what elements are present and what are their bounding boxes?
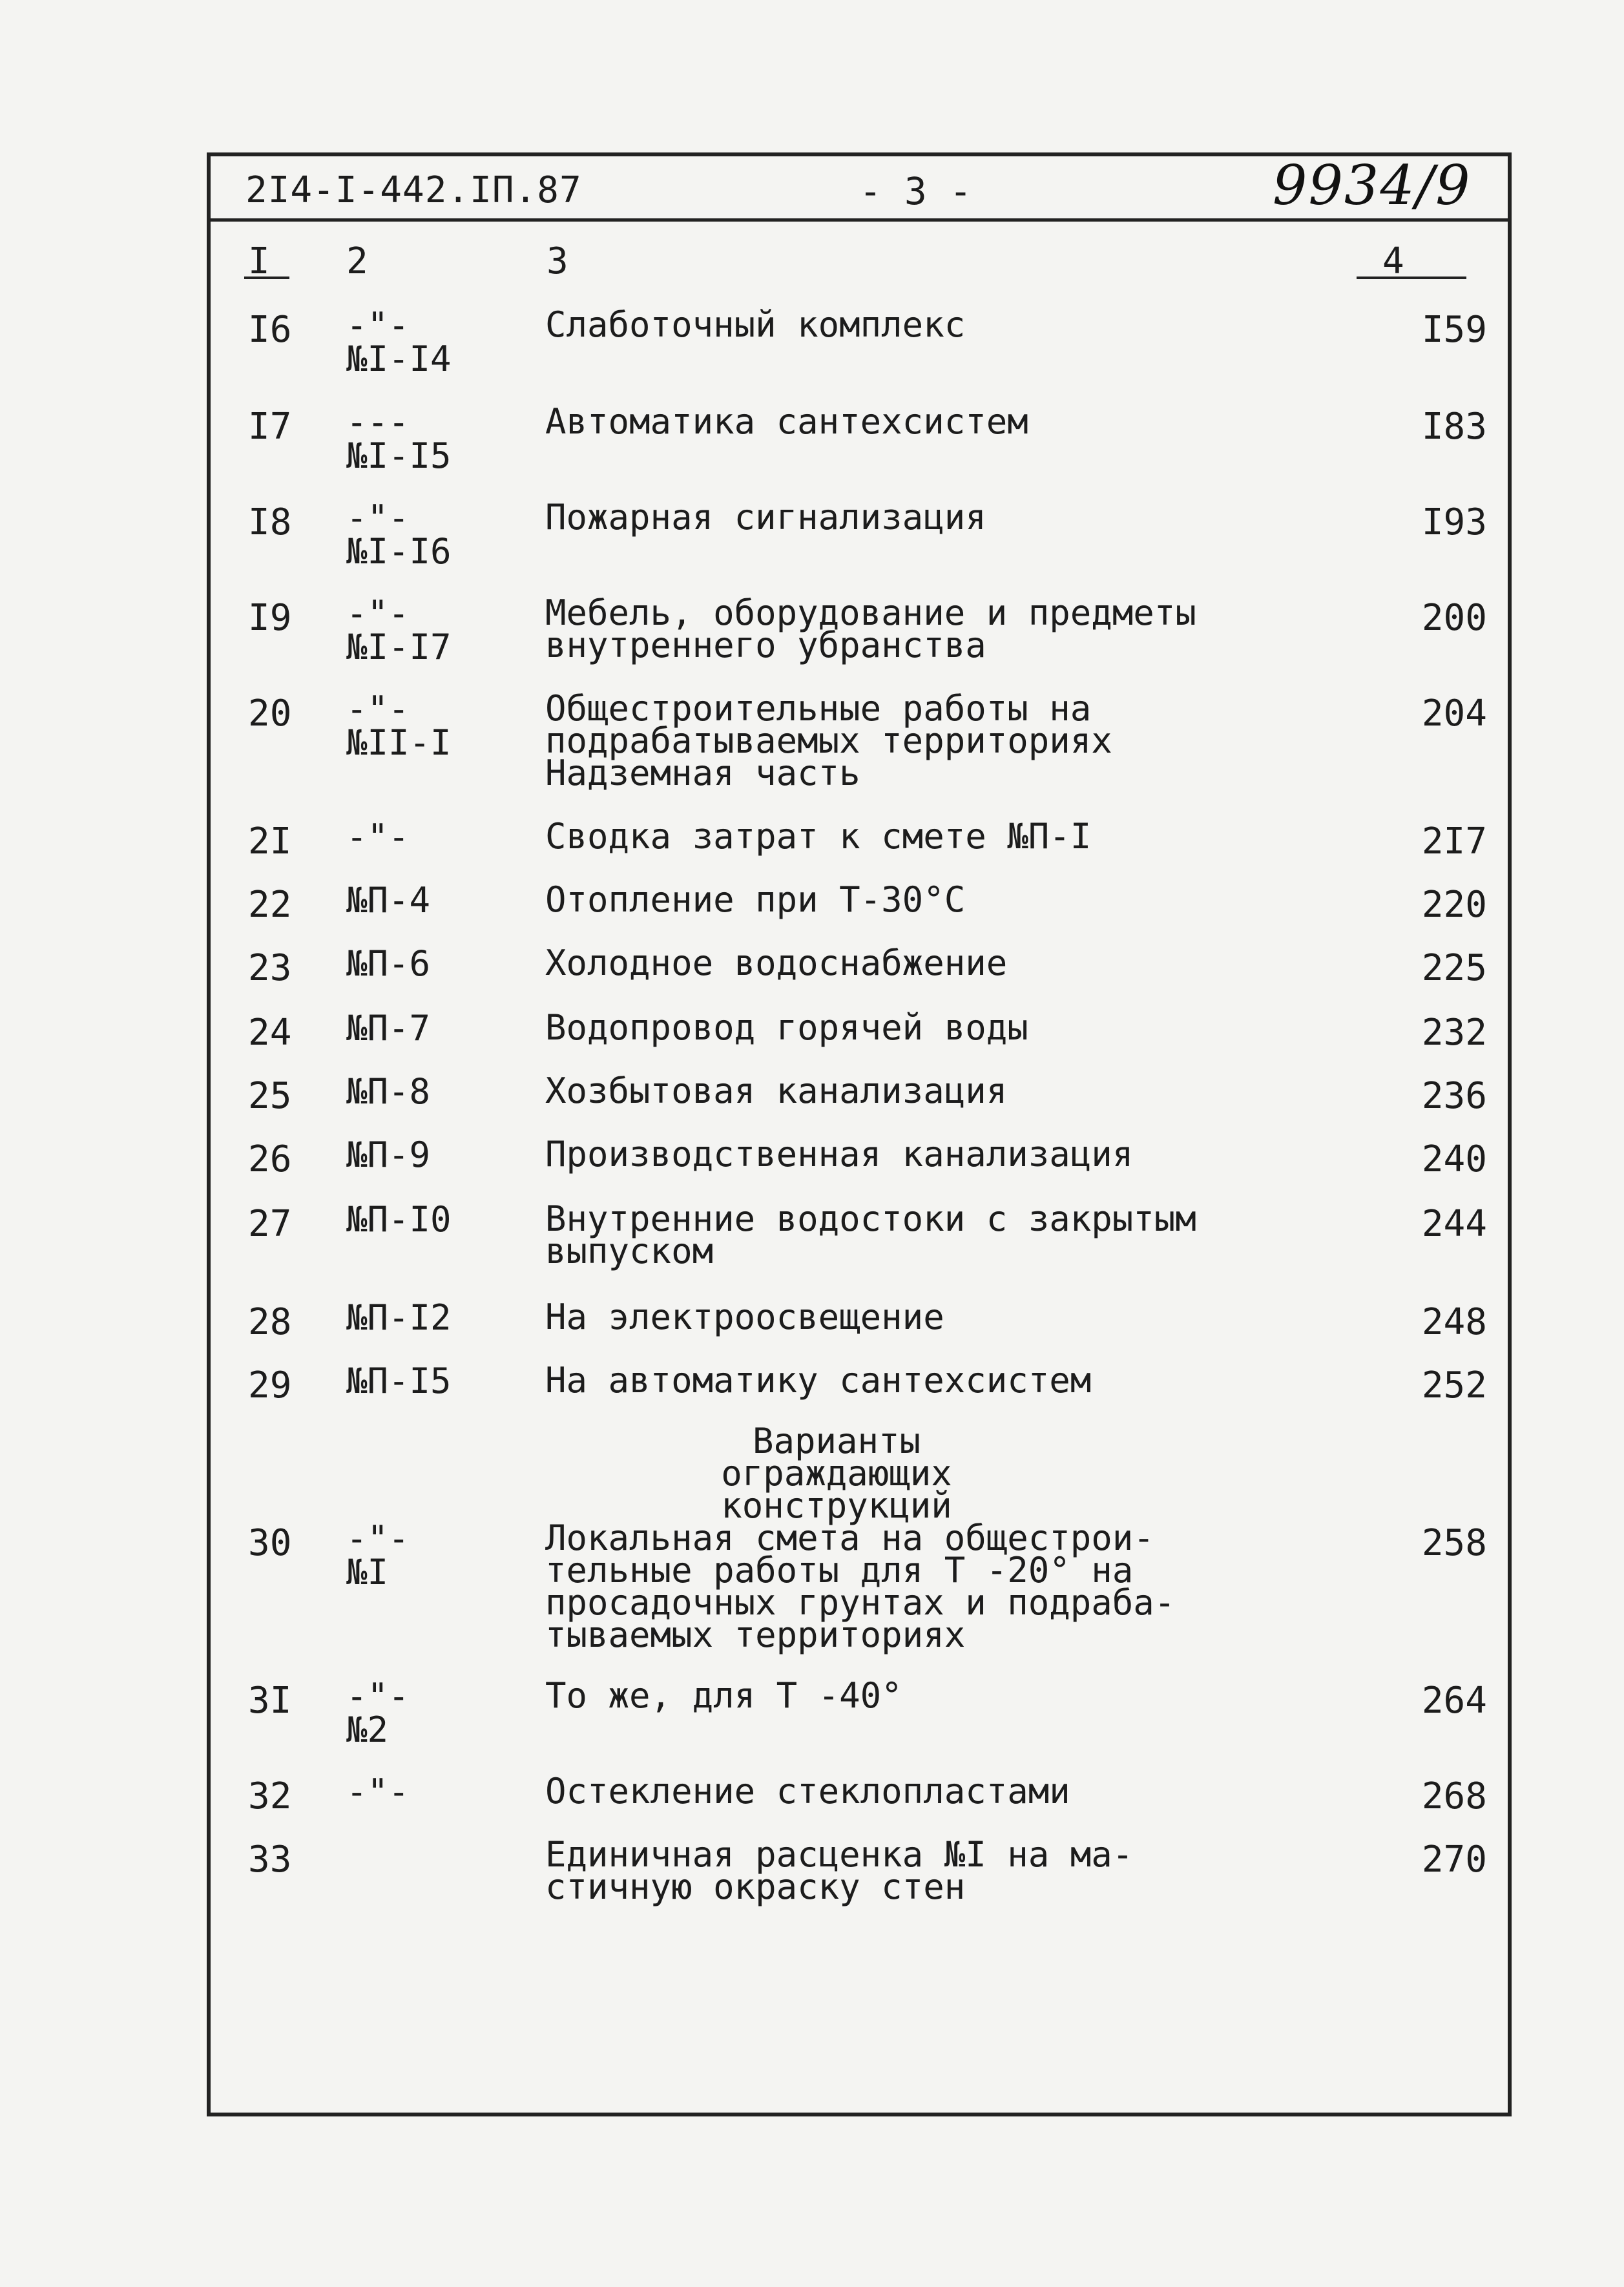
row-reference xyxy=(346,880,431,921)
row-page: I93 xyxy=(1421,501,1487,543)
row-title xyxy=(545,304,966,345)
row-title-line: стичную окраску стен xyxy=(545,1866,966,1907)
row-reference xyxy=(346,689,452,763)
row-number: I7 xyxy=(248,406,292,448)
section-heading xyxy=(627,1421,1046,1526)
row-reference-line: №I-I5 xyxy=(346,435,452,476)
row-reference xyxy=(346,1134,431,1175)
row-reference xyxy=(346,1008,431,1049)
row-title-line: Производственная канализация xyxy=(545,1134,1134,1175)
row-title-line: подрабатываемых территориях xyxy=(545,720,1112,761)
row-title xyxy=(545,1198,1196,1271)
row-title xyxy=(545,1070,1008,1111)
row-title-line: выпуском xyxy=(545,1231,714,1271)
row-number: 3I xyxy=(248,1680,292,1722)
row-reference-line: -"- xyxy=(346,1676,410,1717)
row-page: 2I7 xyxy=(1421,820,1487,862)
row-reference-line: -"- xyxy=(346,593,410,634)
row-page: 204 xyxy=(1421,693,1487,735)
row-title xyxy=(545,1297,944,1337)
row-reference xyxy=(346,1199,452,1240)
row-title-line: внутреннего убранства xyxy=(545,625,986,665)
row-number: I6 xyxy=(248,309,292,351)
row-page: I83 xyxy=(1421,406,1487,448)
header-divider xyxy=(207,218,1512,222)
row-page: 244 xyxy=(1421,1203,1487,1245)
row-number: I8 xyxy=(248,501,292,543)
row-title-line: Отопление при Т-30°С xyxy=(545,879,966,920)
row-title-line: На электроосвещение xyxy=(545,1297,944,1337)
row-page: I59 xyxy=(1421,309,1487,351)
row-reference xyxy=(346,402,452,476)
row-page: 240 xyxy=(1421,1138,1487,1180)
row-title xyxy=(545,1834,1134,1907)
row-page: 220 xyxy=(1421,884,1487,926)
row-reference-line: -"- xyxy=(346,1771,410,1812)
row-title-line: Хозбытовая канализация xyxy=(545,1070,1008,1111)
row-reference xyxy=(346,1071,431,1112)
row-reference-line: №П-9 xyxy=(346,1134,431,1175)
row-number: 33 xyxy=(248,1839,292,1881)
row-title-line: Холодное водоснабжение xyxy=(545,943,1008,983)
row-title xyxy=(545,1134,1134,1175)
handwritten-number: 9934/9 xyxy=(1273,154,1472,217)
row-page: 236 xyxy=(1421,1075,1487,1117)
row-number: 25 xyxy=(248,1075,292,1117)
row-reference-line: -"- xyxy=(346,497,410,538)
row-number: 29 xyxy=(248,1364,292,1406)
row-number: 28 xyxy=(248,1301,292,1343)
section-heading-line: Варианты ограждающих xyxy=(721,1421,952,1494)
column-header-underline xyxy=(244,277,289,279)
row-reference-line: -"- xyxy=(346,689,410,729)
column-header-4: 4 xyxy=(1382,240,1404,282)
row-title xyxy=(545,497,986,538)
row-number: 22 xyxy=(248,884,292,926)
row-title-line: Общестроительные работы на xyxy=(545,688,1092,729)
row-page: 248 xyxy=(1421,1301,1487,1343)
row-title xyxy=(545,879,966,920)
row-number: 27 xyxy=(248,1203,292,1245)
row-reference xyxy=(346,1518,410,1593)
row-title-line: Остекление стеклопластами xyxy=(545,1771,1070,1812)
row-number: 23 xyxy=(248,947,292,989)
row-title xyxy=(545,943,1008,983)
row-page: 258 xyxy=(1421,1522,1487,1564)
row-number: 30 xyxy=(248,1522,292,1564)
row-reference-line: №П-6 xyxy=(346,943,431,984)
row-title xyxy=(545,1360,1092,1401)
row-page: 268 xyxy=(1421,1775,1487,1817)
row-reference-line: №I-I7 xyxy=(346,627,452,667)
row-reference-line: №П-I5 xyxy=(346,1361,452,1401)
row-reference-line: №П-8 xyxy=(346,1071,431,1112)
row-title-line: Сводка затрат к смете №П-I xyxy=(545,816,1092,857)
row-number: 26 xyxy=(248,1138,292,1180)
page-number: - 3 - xyxy=(859,169,972,213)
row-reference-line: -"- xyxy=(346,305,410,346)
row-title xyxy=(545,688,1112,793)
row-title-line: Мебель, оборудование и предметы xyxy=(545,592,1196,633)
row-page: 270 xyxy=(1421,1839,1487,1881)
row-reference-line: №I-I4 xyxy=(346,339,452,379)
row-reference-line: №П-7 xyxy=(346,1008,431,1049)
row-title-line: просадочных грунтах и подраба- xyxy=(545,1582,1176,1623)
row-title xyxy=(545,401,1028,442)
row-reference-line: №I xyxy=(346,1552,389,1593)
row-number: 20 xyxy=(248,693,292,735)
section-heading-line: конструкций xyxy=(721,1485,952,1526)
row-title xyxy=(545,592,1196,665)
row-reference xyxy=(346,1771,410,1812)
row-title-line: Надземная часть xyxy=(545,753,860,793)
row-page: 200 xyxy=(1421,597,1487,639)
row-title-line: тельные работы для Т -20° на xyxy=(545,1550,1134,1591)
row-title-line: То же, для Т -40° xyxy=(545,1675,902,1716)
row-reference-line: №П-4 xyxy=(346,880,431,921)
column-header-2: 2 xyxy=(346,240,368,282)
row-title-line: Единичная расценка №I на ма- xyxy=(545,1834,1134,1875)
row-number: 32 xyxy=(248,1775,292,1817)
row-title xyxy=(545,1675,902,1716)
row-reference xyxy=(346,497,452,572)
row-reference xyxy=(346,1361,452,1401)
row-title-line: Локальная смета на общестрои- xyxy=(545,1518,1154,1558)
row-reference xyxy=(346,943,431,984)
row-page: 225 xyxy=(1421,947,1487,989)
column-header-underline xyxy=(1357,277,1466,279)
row-page: 264 xyxy=(1421,1680,1487,1722)
row-reference-line: №II-I xyxy=(346,722,452,763)
row-reference-line: №2 xyxy=(346,1709,389,1750)
row-title xyxy=(545,816,1092,857)
row-reference-line: --- xyxy=(346,402,410,443)
row-title xyxy=(545,1518,1176,1655)
row-title xyxy=(545,1771,1070,1812)
row-reference-line: №П-I2 xyxy=(346,1297,452,1338)
row-reference xyxy=(346,1676,410,1750)
row-number: 2I xyxy=(248,820,292,862)
row-number: 24 xyxy=(248,1012,292,1054)
row-page: 252 xyxy=(1421,1364,1487,1406)
row-reference xyxy=(346,305,452,379)
row-reference-line: -"- xyxy=(346,1518,410,1559)
row-reference xyxy=(346,1297,452,1338)
row-title-line: тываемых территориях xyxy=(545,1614,966,1655)
row-title-line: Автоматика сантехсистем xyxy=(545,401,1028,442)
column-header-3: 3 xyxy=(547,240,568,282)
row-page: 232 xyxy=(1421,1012,1487,1054)
row-number: I9 xyxy=(248,597,292,639)
row-reference xyxy=(346,593,452,667)
document-code: 2I4-I-442.IП.87 xyxy=(245,169,582,211)
row-title xyxy=(545,1007,1028,1048)
row-title-line: Водопровод горячей воды xyxy=(545,1007,1028,1048)
row-title-line: На автоматику сантехсистем xyxy=(545,1360,1092,1401)
row-reference-line: -"- xyxy=(346,817,410,857)
row-title-line: Пожарная сигнализация xyxy=(545,497,986,538)
row-reference xyxy=(346,817,410,857)
column-header-1: I xyxy=(248,240,270,282)
row-reference-line: №П-I0 xyxy=(346,1199,452,1240)
row-title-line: Внутренние водостоки с закрытым xyxy=(545,1198,1196,1239)
row-title-line: Слаботочный комплекс xyxy=(545,304,966,345)
row-reference-line: №I-I6 xyxy=(346,531,452,572)
